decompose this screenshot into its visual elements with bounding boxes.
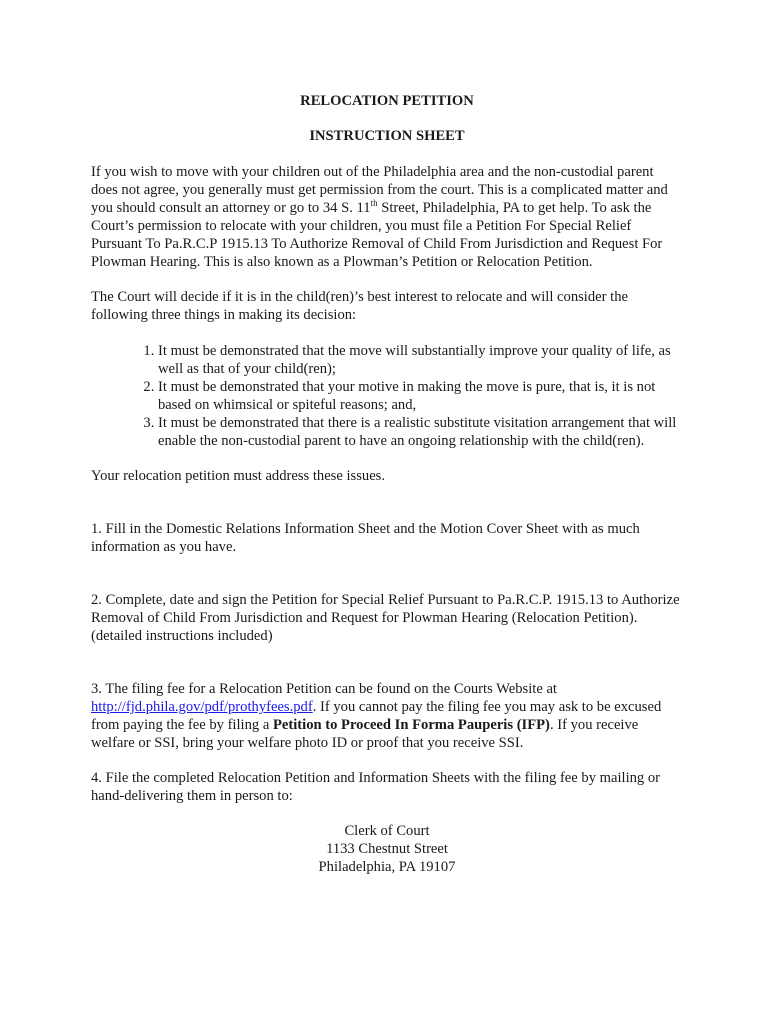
step-3-text-1: 3. The filing fee for a Relocation Petition can be found on the Courts Website at bbox=[91, 681, 557, 697]
intro-paragraph bbox=[91, 163, 683, 271]
filing-fee-link[interactable]: http://fjd.phila.gov/pdf/prothyfees.pdf bbox=[91, 699, 313, 715]
decision-paragraph: The Court will decide if it is in the child(ren)’s best interest to relocate and will consider the following three things in making its decision: bbox=[91, 289, 628, 323]
document-page bbox=[91, 92, 683, 876]
step-1-paragraph: 1. Fill in the Domestic Relations Information Sheet and the Motion Cover Sheet with as much information as you have. bbox=[91, 521, 640, 555]
intro-superscript: th bbox=[370, 198, 378, 208]
address-line-1: Clerk of Court bbox=[344, 823, 430, 839]
intro-text-1: If you wish to move with your children out of the Philadelphia area and the non-custodial parent does not agree, you generally must get permission from the court. This is a complicated matter and you should consult an attorney or go to 34 S. 11 bbox=[91, 164, 668, 216]
criteria-item: 2. It must be demonstrated that your motive in making the move is pure, that is, it is not based on whimsical or spiteful reasons; and, bbox=[158, 378, 683, 414]
address-issues-paragraph: Your relocation petition must address these issues. bbox=[91, 468, 386, 484]
criteria-list bbox=[91, 342, 683, 450]
step-3-text-2: . If you cannot pay the filing fee you may ask to be excused from paying the fee by filing a bbox=[91, 699, 662, 733]
criteria-item: 3. It must be demonstrated that there is a realistic substitute visitation arrangement that will enable the non-custodial parent to have an ongoing relationship with the child(ren). bbox=[158, 414, 683, 450]
clerk-address-block bbox=[91, 822, 683, 876]
ifp-petition-name: Petition to Proceed In Forma Pauperis (IFP) bbox=[272, 717, 550, 733]
step-3-text-3: . If you receive welfare or SSI, bring your welfare photo ID or proof that you receive SSI. bbox=[91, 717, 639, 751]
criteria-item: 1. It must be demonstrated that the move will substantially improve your quality of life, as well as that of your child(ren); bbox=[158, 342, 683, 378]
step-2-paragraph: 2. Complete, date and sign the Petition for Special Relief Pursuant to Pa.R.C.P. 1915.13 to Authorize Removal of Child From Jurisdiction and Request for Plowman Hearing (Relocation Petition). (detailed instructions included) bbox=[91, 592, 680, 644]
intro-text-2: Street, Philadelphia, PA to get help. To ask the Court’s permission to relocate with your children, you must file a Petition For Special Relief Pursuant To Pa.R.C.P 1915.13 To Authorize Removal of Child From Jurisdiction and Request For Plowman Hearing. This is also known as a Plowman’s Petition or Relocation Petition. bbox=[91, 200, 663, 270]
document-subtitle: INSTRUCTION SHEET bbox=[309, 128, 465, 144]
step-4-paragraph: 4. File the completed Relocation Petition and Information Sheets with the filing fee by mailing or hand-delivering them in person to: bbox=[91, 770, 661, 804]
address-line-3: Philadelphia, PA 19107 bbox=[318, 859, 456, 875]
step-3-paragraph bbox=[91, 680, 683, 752]
document-title: RELOCATION PETITION bbox=[300, 93, 474, 109]
address-line-2: 1133 Chestnut Street bbox=[326, 841, 448, 857]
